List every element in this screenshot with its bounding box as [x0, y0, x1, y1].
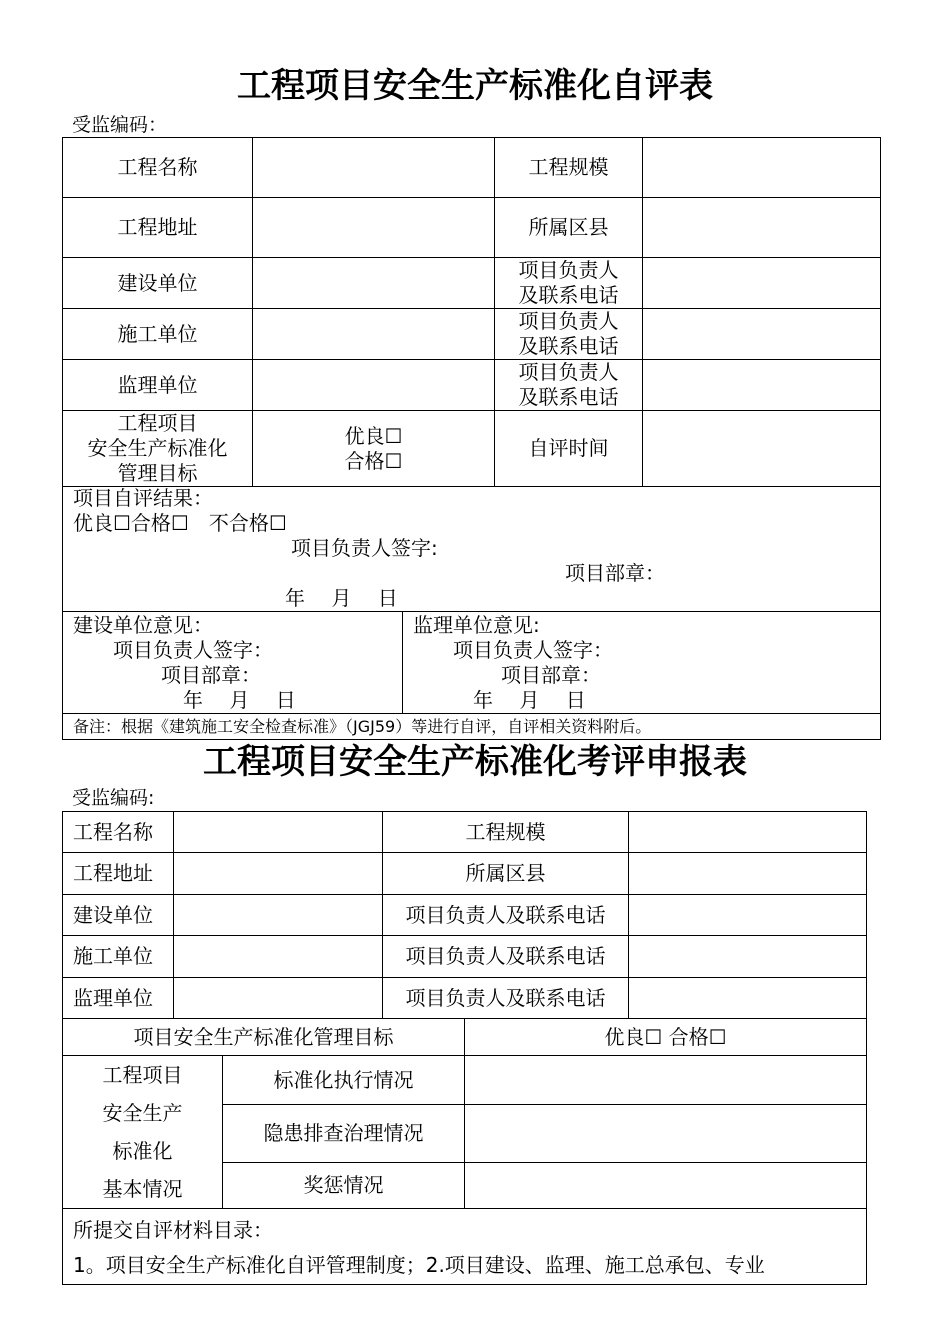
form1-row-note [63, 714, 881, 740]
form1-row-construction-unit [63, 258, 881, 309]
supervision-contact-field[interactable] [629, 978, 867, 1019]
builder-unit-field[interactable] [253, 309, 495, 360]
project-name-field[interactable] [174, 812, 383, 853]
basic-info-label [63, 1056, 223, 1209]
supervision-unit-label: 监理单位 [63, 978, 174, 1019]
form2-title: 工程项目安全生产标准化考评申报表 [203, 742, 747, 782]
district-field[interactable] [629, 853, 867, 895]
contact-label: 项目负责人及联系电话 [383, 895, 629, 936]
form2-row-materials [63, 1209, 867, 1285]
form1-table [62, 137, 881, 740]
opinions-cell [63, 612, 881, 714]
form2-row-builder-unit [63, 936, 867, 978]
target-label: 项目安全生产标准化管理目标 [63, 1019, 465, 1056]
form1-row-opinions [63, 612, 881, 714]
form1-title: 工程项目安全生产标准化自评表 [237, 66, 713, 106]
basic-label-line2: 安全生产 [102, 1101, 183, 1125]
project-name-field[interactable] [253, 138, 495, 198]
form1-code-label: 受监编码： [72, 114, 168, 136]
hazard-field[interactable] [465, 1105, 867, 1163]
construction-unit-field[interactable] [174, 895, 383, 936]
contact-label-line2: 及联系电话 [518, 334, 619, 358]
builder-unit-field[interactable] [174, 936, 383, 978]
project-scale-field[interactable] [629, 812, 867, 853]
form2-row-project-address [63, 853, 867, 895]
contact-label-line1: 项目负责人 [518, 309, 619, 333]
district-field[interactable] [643, 198, 881, 258]
form1-row-project-name [63, 138, 881, 198]
form1-row-supervision-unit [63, 360, 881, 411]
target-options [253, 411, 495, 487]
project-scale-label: 工程规模 [383, 812, 629, 853]
supervision-unit-field[interactable] [174, 978, 383, 1019]
project-address-field[interactable] [174, 853, 383, 895]
supervision-unit-field[interactable] [253, 360, 495, 411]
contact-label [495, 258, 643, 309]
construction-opinion-date: 年 月 日 [183, 688, 296, 712]
supervision-opinion-date: 年 月 日 [473, 688, 586, 712]
contact-label-line1: 项目负责人 [518, 258, 619, 282]
result-heading: 项目自评结果： [73, 486, 213, 510]
self-eval-time-label: 自评时间 [495, 411, 643, 487]
contact-label-line2: 及联系电话 [518, 283, 619, 307]
form1-row-project-address [63, 198, 881, 258]
basic-label-line4: 基本情况 [102, 1177, 183, 1201]
contact-label-line1: 项目负责人 [518, 360, 619, 384]
construction-unit-label: 建设单位 [63, 258, 253, 309]
district-label: 所属区县 [383, 853, 629, 895]
district-label: 所属区县 [495, 198, 643, 258]
project-address-label: 工程地址 [63, 853, 174, 895]
materials-cell[interactable] [63, 1209, 867, 1285]
supervision-opinion-seal: 项目部章： [501, 663, 601, 687]
construction-contact-field[interactable] [629, 895, 867, 936]
builder-contact-field[interactable] [629, 936, 867, 978]
self-eval-result-cell[interactable] [63, 487, 881, 612]
target-label [63, 411, 253, 487]
basic-label-line3: 标准化 [112, 1139, 173, 1163]
construction-unit-field[interactable] [253, 258, 495, 309]
contact-label: 项目负责人及联系电话 [383, 978, 629, 1019]
construction-opinion-seal: 项目部章： [161, 663, 261, 687]
form1-row-result [63, 487, 881, 612]
project-name-label: 工程名称 [63, 138, 253, 198]
construction-opinion-signature: 项目负责人签字： [113, 638, 273, 662]
target-options[interactable]: 优良☐ 合格☐ [465, 1019, 867, 1056]
option-excellent-checkbox[interactable]: 优良☐ [344, 423, 403, 448]
result-options[interactable]: 优良☐合格☐ 不合格☐ [73, 511, 287, 535]
contact-label-line2: 及联系电话 [518, 385, 619, 409]
form2-code-label: 受监编码: [72, 787, 155, 809]
target-label-line3: 管理目标 [117, 461, 198, 485]
execution-label: 标准化执行情况 [223, 1056, 465, 1105]
reward-field[interactable] [465, 1162, 867, 1208]
target-label-line1: 工程项目 [117, 411, 198, 435]
construction-contact-field[interactable] [643, 258, 881, 309]
supervision-unit-label: 监理单位 [63, 360, 253, 411]
form1-row-target [63, 411, 881, 487]
option-qualified-checkbox[interactable]: 合格☐ [344, 448, 403, 473]
project-address-label: 工程地址 [63, 198, 253, 258]
project-scale-label: 工程规模 [495, 138, 643, 198]
result-date: 年 月 日 [285, 586, 398, 610]
materials-line1: 1。项目安全生产标准化自评管理制度；2.项目建设、监理、施工总承包、专业 [73, 1253, 765, 1277]
form2-row-target [63, 1019, 867, 1056]
hazard-label: 隐患排查治理情况 [223, 1105, 465, 1163]
form2-row-project-name [63, 812, 867, 853]
builder-contact-field[interactable] [643, 309, 881, 360]
form2-table [62, 811, 867, 1285]
form2-row-supervision-unit [63, 978, 867, 1019]
builder-unit-label: 施工单位 [63, 309, 253, 360]
construction-opinion-heading: 建设单位意见： [73, 613, 213, 637]
contact-label [495, 360, 643, 411]
form2-row-basic-execution [63, 1056, 867, 1105]
form1-row-builder-unit [63, 309, 881, 360]
reward-label: 奖惩情况 [223, 1162, 465, 1208]
construction-unit-label: 建设单位 [63, 895, 174, 936]
basic-label-line1: 工程项目 [102, 1063, 183, 1087]
result-seal: 项目部章： [565, 561, 665, 585]
supervision-opinion-heading: 监理单位意见: [413, 613, 540, 637]
builder-unit-label: 施工单位 [63, 936, 174, 978]
form2-row-construction-unit [63, 895, 867, 936]
opinions-divider [402, 612, 403, 713]
project-address-field[interactable] [253, 198, 495, 258]
note-text: 备注：根据《建筑施工安全检查标准》（JGJ59）等进行自评，自评相关资料附后。 [63, 714, 881, 740]
self-eval-time-field[interactable] [643, 411, 881, 487]
project-scale-field[interactable] [643, 138, 881, 198]
contact-label [495, 309, 643, 360]
execution-field[interactable] [465, 1056, 867, 1105]
supervision-contact-field[interactable] [643, 360, 881, 411]
result-signature: 项目负责人签字: [291, 536, 438, 560]
target-label-line2: 安全生产标准化 [87, 436, 228, 460]
materials-heading: 所提交自评材料目录： [73, 1218, 273, 1242]
supervision-opinion-signature: 项目负责人签字： [453, 638, 613, 662]
contact-label: 项目负责人及联系电话 [383, 936, 629, 978]
project-name-label: 工程名称 [63, 812, 174, 853]
